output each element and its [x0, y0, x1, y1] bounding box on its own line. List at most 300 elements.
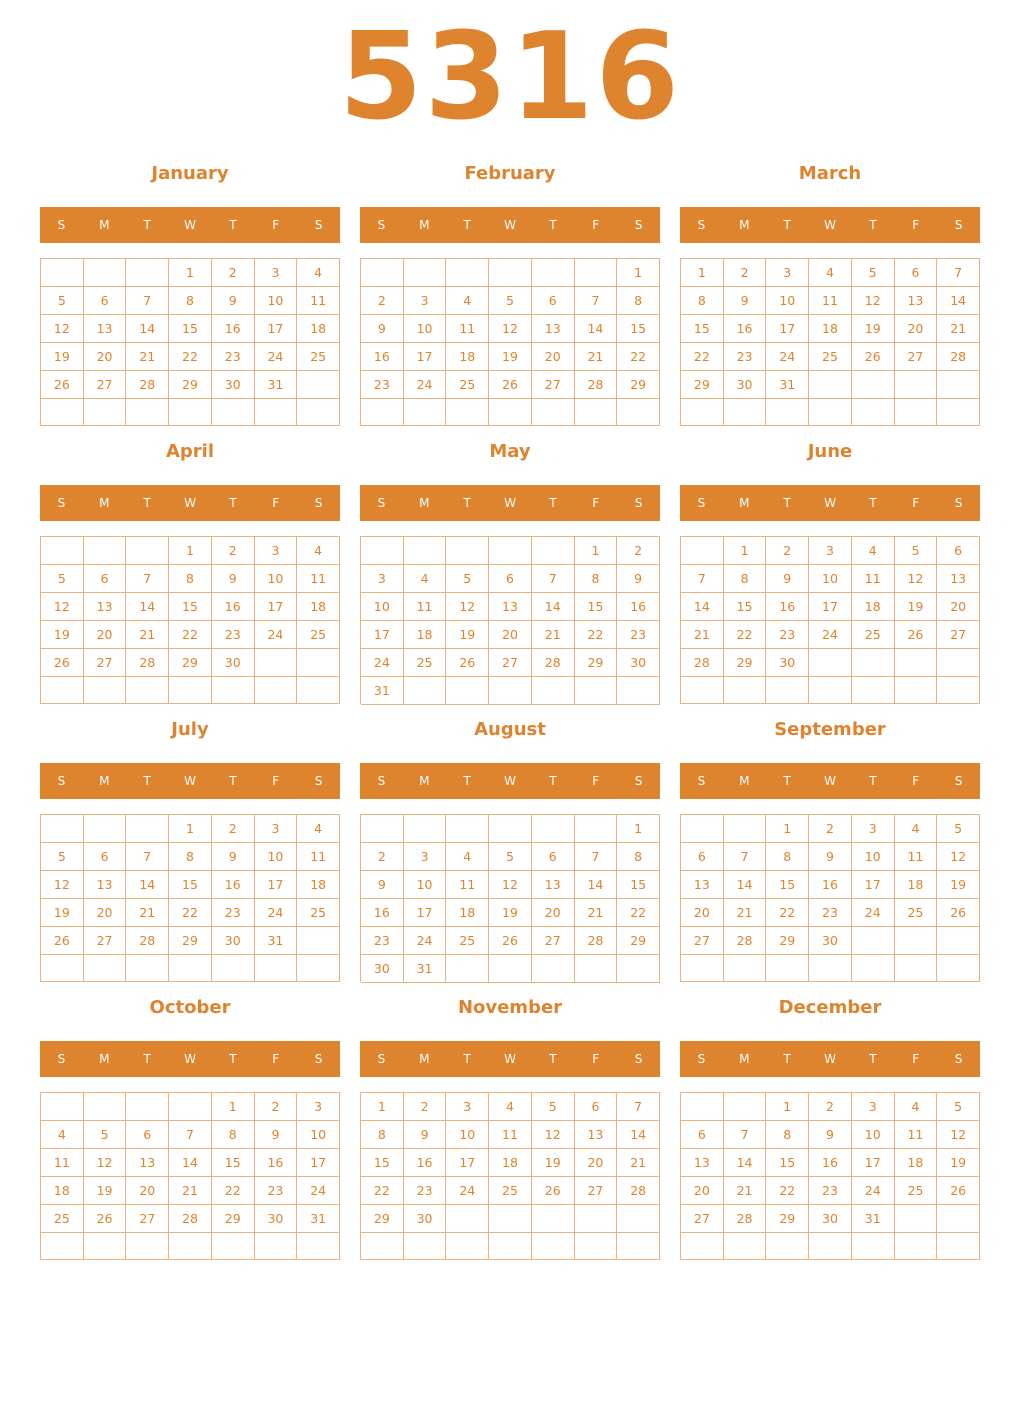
day-cell: 11: [41, 1149, 84, 1177]
day-cell: 5: [937, 1093, 980, 1121]
weekday-label: T: [783, 218, 791, 232]
empty-day-cell: [297, 399, 340, 426]
day-cell: 29: [681, 371, 724, 399]
day-cell: 9: [617, 565, 660, 593]
day-cell: 30: [809, 927, 852, 955]
day-cell: 23: [809, 899, 852, 927]
day-cell: 3: [766, 259, 809, 287]
weekday-label: W: [184, 1052, 196, 1066]
day-cell: 21: [724, 899, 767, 927]
day-cell: 26: [84, 1205, 127, 1233]
day-cell: 6: [126, 1121, 169, 1149]
weekday-label: T: [143, 774, 151, 788]
day-cell: 7: [724, 1121, 767, 1149]
weekday-label: S: [57, 218, 66, 232]
empty-day-cell: [446, 259, 489, 287]
empty-day-cell: [297, 677, 340, 704]
day-cell: 15: [617, 315, 660, 343]
day-cell: 14: [724, 871, 767, 899]
day-cell: 30: [724, 371, 767, 399]
day-cell: 12: [937, 1121, 980, 1149]
empty-day-cell: [681, 1233, 724, 1260]
empty-day-cell: [895, 1233, 938, 1260]
day-cell: 1: [169, 259, 212, 287]
weekday-label: T: [783, 774, 791, 788]
empty-day-cell: [84, 1233, 127, 1260]
empty-day-cell: [766, 1233, 809, 1260]
day-cell: 2: [809, 815, 852, 843]
empty-day-cell: [575, 955, 618, 983]
empty-day-cell: [255, 1233, 298, 1260]
day-cell: 17: [404, 899, 447, 927]
weekday-label: F: [272, 218, 280, 232]
empty-day-cell: [937, 927, 980, 955]
month-name: December: [778, 997, 882, 1018]
day-cell: 5: [41, 287, 84, 315]
day-cell: 10: [404, 871, 447, 899]
weekday-label: M: [99, 774, 110, 788]
weekday-label: T: [143, 218, 151, 232]
empty-day-cell: [489, 1233, 532, 1260]
empty-day-cell: [41, 1093, 84, 1121]
day-cell: 16: [212, 593, 255, 621]
day-cell: 8: [169, 287, 212, 315]
day-cell: 8: [361, 1121, 404, 1149]
day-cell: 18: [809, 315, 852, 343]
day-cell: 14: [617, 1121, 660, 1149]
empty-day-cell: [895, 649, 938, 677]
empty-day-cell: [489, 955, 532, 983]
day-cell: 22: [169, 621, 212, 649]
day-cell: 7: [126, 565, 169, 593]
empty-day-cell: [724, 677, 767, 704]
day-cell: 22: [169, 899, 212, 927]
day-cell: 20: [489, 621, 532, 649]
empty-day-cell: [212, 399, 255, 426]
weekday-label: M: [99, 496, 110, 510]
day-cell: 11: [809, 287, 852, 315]
empty-day-cell: [852, 677, 895, 704]
weekday-header: [360, 763, 660, 799]
day-cell: 12: [937, 843, 980, 871]
empty-day-cell: [297, 649, 340, 677]
month-name: June: [807, 441, 853, 462]
day-cell: 22: [724, 621, 767, 649]
weekday-label: S: [314, 1052, 323, 1066]
day-cell: 31: [361, 677, 404, 705]
day-cell: 24: [852, 1177, 895, 1205]
day-cell: 6: [575, 1093, 618, 1121]
weekday-label: M: [419, 774, 430, 788]
empty-day-cell: [575, 1205, 618, 1233]
day-cell: 5: [41, 843, 84, 871]
day-cell: 3: [809, 537, 852, 565]
weekday-label: S: [954, 1052, 963, 1066]
weekday-label: M: [419, 496, 430, 510]
day-cell: 25: [895, 1177, 938, 1205]
day-cell: 2: [361, 287, 404, 315]
day-cell: 31: [852, 1205, 895, 1233]
day-cell: 13: [84, 871, 127, 899]
day-cell: 29: [169, 371, 212, 399]
day-cell: 14: [126, 315, 169, 343]
day-cell: 18: [297, 871, 340, 899]
day-cell: 8: [617, 287, 660, 315]
day-cell: 14: [681, 593, 724, 621]
day-cell: 23: [255, 1177, 298, 1205]
weekday-header: [40, 207, 340, 243]
weekday-label: S: [634, 496, 643, 510]
day-cell: 7: [532, 565, 575, 593]
empty-day-cell: [895, 927, 938, 955]
empty-day-cell: [532, 955, 575, 983]
day-cell: 19: [532, 1149, 575, 1177]
day-cell: 20: [575, 1149, 618, 1177]
weekday-header: [40, 763, 340, 799]
empty-day-cell: [852, 1233, 895, 1260]
day-cell: 21: [532, 621, 575, 649]
day-cell: 3: [255, 537, 298, 565]
empty-day-cell: [681, 537, 724, 565]
day-cell: 29: [361, 1205, 404, 1233]
day-cell: 7: [126, 287, 169, 315]
empty-day-cell: [126, 537, 169, 565]
day-cell: 29: [617, 927, 660, 955]
empty-day-cell: [489, 399, 532, 426]
weekday-label: S: [314, 774, 323, 788]
day-cell: 28: [126, 927, 169, 955]
day-cell: 28: [724, 927, 767, 955]
day-cell: 29: [724, 649, 767, 677]
day-cell: 11: [895, 1121, 938, 1149]
day-cell: 19: [41, 899, 84, 927]
empty-day-cell: [489, 537, 532, 565]
day-cell: 19: [489, 343, 532, 371]
day-cell: 12: [852, 287, 895, 315]
empty-day-cell: [852, 927, 895, 955]
day-cell: 6: [84, 565, 127, 593]
day-cell: 24: [404, 927, 447, 955]
weekday-label: T: [463, 218, 471, 232]
day-cell: 18: [446, 343, 489, 371]
empty-day-cell: [255, 955, 298, 982]
weekday-label: M: [739, 774, 750, 788]
empty-day-cell: [617, 955, 660, 983]
day-cell: 22: [617, 899, 660, 927]
weekday-header: [680, 207, 980, 243]
weekday-header: [360, 485, 660, 521]
month-name: May: [489, 441, 531, 462]
empty-day-cell: [404, 259, 447, 287]
empty-day-cell: [895, 371, 938, 399]
day-cell: 5: [41, 565, 84, 593]
day-cell: 7: [681, 565, 724, 593]
weekday-label: S: [377, 1052, 386, 1066]
weekday-label: S: [634, 1052, 643, 1066]
day-cell: 30: [361, 955, 404, 983]
empty-day-cell: [937, 371, 980, 399]
day-grid: [40, 1092, 340, 1260]
empty-day-cell: [446, 1205, 489, 1233]
weekday-label: S: [954, 774, 963, 788]
day-cell: 10: [852, 843, 895, 871]
day-cell: 25: [852, 621, 895, 649]
day-cell: 14: [575, 315, 618, 343]
day-cell: 20: [895, 315, 938, 343]
day-cell: 13: [126, 1149, 169, 1177]
weekday-label: F: [912, 774, 920, 788]
month-name: July: [171, 719, 209, 740]
day-grid: [40, 258, 340, 426]
day-cell: 14: [126, 593, 169, 621]
weekday-label: S: [954, 496, 963, 510]
empty-day-cell: [809, 649, 852, 677]
day-cell: 20: [84, 899, 127, 927]
weekday-label: S: [634, 774, 643, 788]
empty-day-cell: [681, 399, 724, 426]
day-cell: 21: [169, 1177, 212, 1205]
day-cell: 6: [84, 843, 127, 871]
day-cell: 11: [297, 843, 340, 871]
day-cell: 9: [809, 1121, 852, 1149]
day-cell: 25: [297, 621, 340, 649]
weekday-label: F: [912, 496, 920, 510]
day-cell: 19: [937, 871, 980, 899]
weekday-label: T: [869, 218, 877, 232]
weekday-label: T: [549, 774, 557, 788]
day-cell: 18: [489, 1149, 532, 1177]
weekday-label: T: [229, 218, 237, 232]
empty-day-cell: [895, 1205, 938, 1233]
day-cell: 23: [724, 343, 767, 371]
day-cell: 25: [297, 899, 340, 927]
month-name: August: [474, 719, 546, 740]
month-name: April: [165, 441, 215, 462]
day-cell: 1: [766, 815, 809, 843]
day-grid: [360, 1092, 660, 1260]
empty-day-cell: [681, 955, 724, 982]
day-cell: 28: [169, 1205, 212, 1233]
day-cell: 15: [212, 1149, 255, 1177]
day-grid: [40, 814, 340, 982]
day-cell: 22: [169, 343, 212, 371]
day-cell: 20: [681, 1177, 724, 1205]
empty-day-cell: [681, 815, 724, 843]
day-cell: 18: [297, 315, 340, 343]
empty-day-cell: [41, 955, 84, 982]
weekday-label: W: [824, 496, 836, 510]
day-cell: 13: [575, 1121, 618, 1149]
day-cell: 2: [617, 537, 660, 565]
day-cell: 9: [361, 871, 404, 899]
day-cell: 7: [617, 1093, 660, 1121]
day-cell: 9: [766, 565, 809, 593]
day-cell: 26: [532, 1177, 575, 1205]
day-cell: 11: [297, 287, 340, 315]
empty-day-cell: [84, 815, 127, 843]
day-cell: 15: [169, 871, 212, 899]
weekday-label: M: [739, 496, 750, 510]
day-cell: 16: [617, 593, 660, 621]
month-name: February: [464, 163, 556, 184]
weekday-label: W: [504, 1052, 516, 1066]
weekday-header: [360, 207, 660, 243]
day-cell: 6: [489, 565, 532, 593]
day-cell: 12: [489, 315, 532, 343]
empty-day-cell: [169, 677, 212, 704]
day-cell: 17: [766, 315, 809, 343]
empty-day-cell: [126, 1093, 169, 1121]
day-cell: 12: [532, 1121, 575, 1149]
empty-day-cell: [212, 1233, 255, 1260]
day-cell: 20: [126, 1177, 169, 1205]
day-grid: [680, 258, 980, 426]
day-cell: 20: [84, 343, 127, 371]
day-cell: 14: [575, 871, 618, 899]
empty-day-cell: [41, 259, 84, 287]
day-cell: 13: [532, 315, 575, 343]
day-grid: [360, 814, 660, 982]
day-cell: 21: [126, 621, 169, 649]
day-cell: 7: [126, 843, 169, 871]
empty-day-cell: [446, 955, 489, 983]
day-cell: 17: [255, 315, 298, 343]
weekday-label: T: [463, 774, 471, 788]
empty-day-cell: [724, 1093, 767, 1121]
empty-day-cell: [84, 399, 127, 426]
empty-day-cell: [297, 955, 340, 982]
day-cell: 10: [297, 1121, 340, 1149]
day-cell: 11: [895, 843, 938, 871]
day-cell: 9: [212, 287, 255, 315]
empty-day-cell: [575, 259, 618, 287]
day-cell: 13: [84, 315, 127, 343]
empty-day-cell: [852, 399, 895, 426]
day-cell: 8: [766, 843, 809, 871]
day-cell: 2: [404, 1093, 447, 1121]
empty-day-cell: [766, 677, 809, 704]
weekday-label: T: [229, 496, 237, 510]
empty-day-cell: [126, 259, 169, 287]
empty-day-cell: [852, 649, 895, 677]
weekday-label: M: [99, 1052, 110, 1066]
day-cell: 5: [937, 815, 980, 843]
day-cell: 20: [937, 593, 980, 621]
day-cell: 19: [937, 1149, 980, 1177]
weekday-label: T: [869, 774, 877, 788]
day-cell: 21: [575, 899, 618, 927]
day-cell: 31: [255, 927, 298, 955]
day-cell: 28: [532, 649, 575, 677]
day-cell: 17: [297, 1149, 340, 1177]
weekday-label: W: [504, 496, 516, 510]
weekday-label: S: [57, 1052, 66, 1066]
day-cell: 10: [446, 1121, 489, 1149]
empty-day-cell: [41, 399, 84, 426]
empty-day-cell: [937, 677, 980, 704]
weekday-header: [680, 1041, 980, 1077]
day-cell: 20: [532, 343, 575, 371]
day-cell: 25: [489, 1177, 532, 1205]
day-cell: 29: [169, 649, 212, 677]
weekday-label: S: [314, 496, 323, 510]
day-cell: 30: [404, 1205, 447, 1233]
day-cell: 9: [212, 565, 255, 593]
weekday-label: F: [912, 1052, 920, 1066]
day-cell: 3: [852, 1093, 895, 1121]
day-cell: 7: [937, 259, 980, 287]
day-cell: 27: [575, 1177, 618, 1205]
empty-day-cell: [84, 955, 127, 982]
day-cell: 24: [446, 1177, 489, 1205]
empty-day-cell: [84, 1093, 127, 1121]
empty-day-cell: [937, 1233, 980, 1260]
day-cell: 27: [895, 343, 938, 371]
day-cell: 4: [895, 815, 938, 843]
day-cell: 2: [212, 537, 255, 565]
day-cell: 18: [895, 1149, 938, 1177]
weekday-label: T: [783, 496, 791, 510]
month-name: March: [798, 163, 862, 184]
day-cell: 23: [766, 621, 809, 649]
empty-day-cell: [41, 677, 84, 704]
weekday-label: T: [869, 496, 877, 510]
day-grid: [680, 1092, 980, 1260]
day-cell: 28: [126, 371, 169, 399]
day-cell: 10: [404, 315, 447, 343]
empty-day-cell: [361, 1233, 404, 1260]
day-cell: 16: [724, 315, 767, 343]
weekday-label: F: [592, 774, 600, 788]
day-cell: 1: [681, 259, 724, 287]
day-cell: 5: [84, 1121, 127, 1149]
day-cell: 7: [575, 287, 618, 315]
day-cell: 1: [575, 537, 618, 565]
empty-day-cell: [852, 371, 895, 399]
day-cell: 9: [361, 315, 404, 343]
weekday-label: F: [592, 1052, 600, 1066]
day-cell: 8: [617, 843, 660, 871]
day-grid: [680, 814, 980, 982]
day-cell: 4: [809, 259, 852, 287]
day-cell: 8: [212, 1121, 255, 1149]
day-cell: 15: [169, 593, 212, 621]
day-cell: 12: [41, 871, 84, 899]
day-cell: 12: [489, 871, 532, 899]
empty-day-cell: [809, 371, 852, 399]
empty-day-cell: [404, 815, 447, 843]
day-cell: 23: [617, 621, 660, 649]
weekday-label: T: [549, 218, 557, 232]
weekday-label: T: [549, 1052, 557, 1066]
day-cell: 18: [41, 1177, 84, 1205]
day-cell: 12: [41, 315, 84, 343]
empty-day-cell: [297, 927, 340, 955]
weekday-label: S: [377, 218, 386, 232]
weekday-label: S: [954, 218, 963, 232]
empty-day-cell: [575, 399, 618, 426]
day-cell: 10: [361, 593, 404, 621]
weekday-label: F: [272, 774, 280, 788]
empty-day-cell: [681, 1093, 724, 1121]
day-cell: 6: [895, 259, 938, 287]
day-cell: 28: [681, 649, 724, 677]
day-cell: 16: [809, 1149, 852, 1177]
day-cell: 7: [575, 843, 618, 871]
day-cell: 19: [895, 593, 938, 621]
weekday-label: M: [419, 218, 430, 232]
empty-day-cell: [361, 815, 404, 843]
